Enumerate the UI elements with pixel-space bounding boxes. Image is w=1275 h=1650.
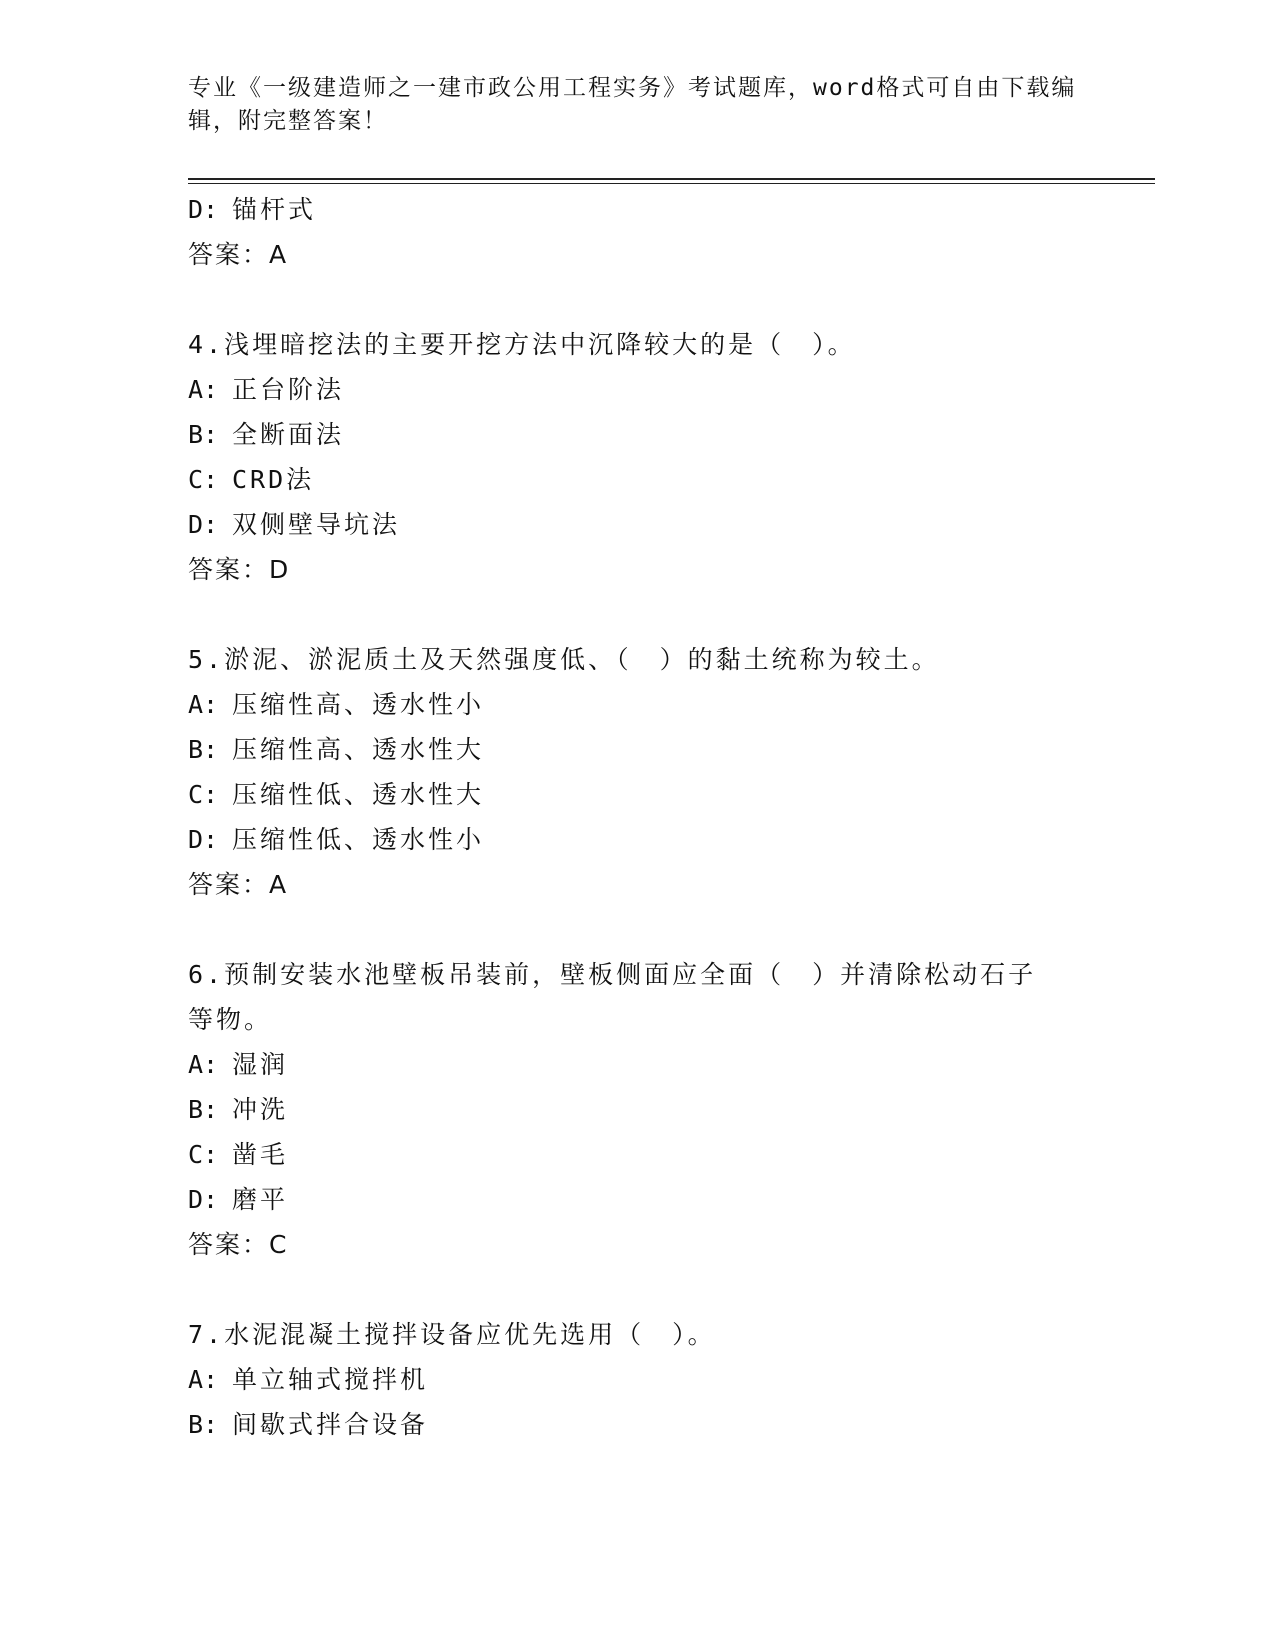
question-text: 5.淤泥、淤泥质土及天然强度低、（ ）的黏土统称为较土。 [188,645,940,674]
option-text: 双侧壁导坑法 [232,510,401,539]
option-line [188,1093,288,1127]
option-key: D: [188,825,219,854]
option-key: B: [188,1410,219,1439]
option-text: 正台阶法 [232,375,345,404]
option-key: B: [188,420,219,449]
option-key: A: [188,1050,219,1079]
answer-line: 答案：A [188,870,289,899]
option-line [188,193,316,227]
option-key: D: [188,510,219,539]
option-text: 全断面法 [232,420,345,449]
option-key: D: [188,1185,219,1214]
option-text: 压缩性低、透水性大 [232,780,485,809]
option-line [188,508,400,542]
option-key: C: [188,1140,219,1169]
option-key: A: [188,690,219,719]
option-key: B: [188,735,219,764]
option-line [188,373,344,407]
question-text: 7.水泥混凝土搅拌设备应优先选用（ ）。 [188,1320,716,1349]
header-line-1: 专业《一级建造师之一建市政公用工程实务》考试题库，word格式可自由下载编 [188,75,1077,101]
option-text: CRD法 [232,465,315,494]
option-key: A: [188,375,219,404]
option-key: D: [188,195,219,224]
option-line [188,1048,288,1082]
option-text: 压缩性高、透水性小 [232,690,485,719]
header-line-2: 辑，附完整答案！ [188,108,388,134]
option-line [188,733,484,767]
option-line [188,1408,428,1442]
answer-line: 答案：C [188,1230,289,1259]
option-line [188,1183,288,1217]
option-text: 锚杆式 [232,195,317,224]
option-text: 磨平 [232,1185,289,1214]
answer-line: 答案：D [188,555,291,584]
option-text: 湿润 [232,1050,289,1079]
answer-line: 答案：A [188,240,289,269]
option-line [188,463,314,497]
option-text: 冲洗 [232,1095,289,1124]
option-line [188,1363,428,1397]
option-line [188,1138,288,1172]
option-line [188,688,484,722]
option-line [188,778,484,812]
header-divider [188,178,1155,180]
document-header [188,72,1077,138]
option-key: A: [188,1365,219,1394]
option-text: 单立轴式搅拌机 [232,1365,429,1394]
option-text: 间歇式拌合设备 [232,1410,429,1439]
question-text: 等物。 [188,1005,273,1034]
header-divider-thin [188,183,1155,184]
option-key: C: [188,465,219,494]
question-text: 6.预制安装水池壁板吊装前，壁板侧面应全面（ ）并清除松动石子 [188,960,1037,989]
option-text: 压缩性高、透水性大 [232,735,485,764]
option-text: 压缩性低、透水性小 [232,825,485,854]
option-line [188,418,344,452]
option-line [188,823,484,857]
option-key: B: [188,1095,219,1124]
option-text: 凿毛 [232,1140,289,1169]
option-key: C: [188,780,219,809]
question-text: 4.浅埋暗挖法的主要开挖方法中沉降较大的是（ ）。 [188,330,856,359]
